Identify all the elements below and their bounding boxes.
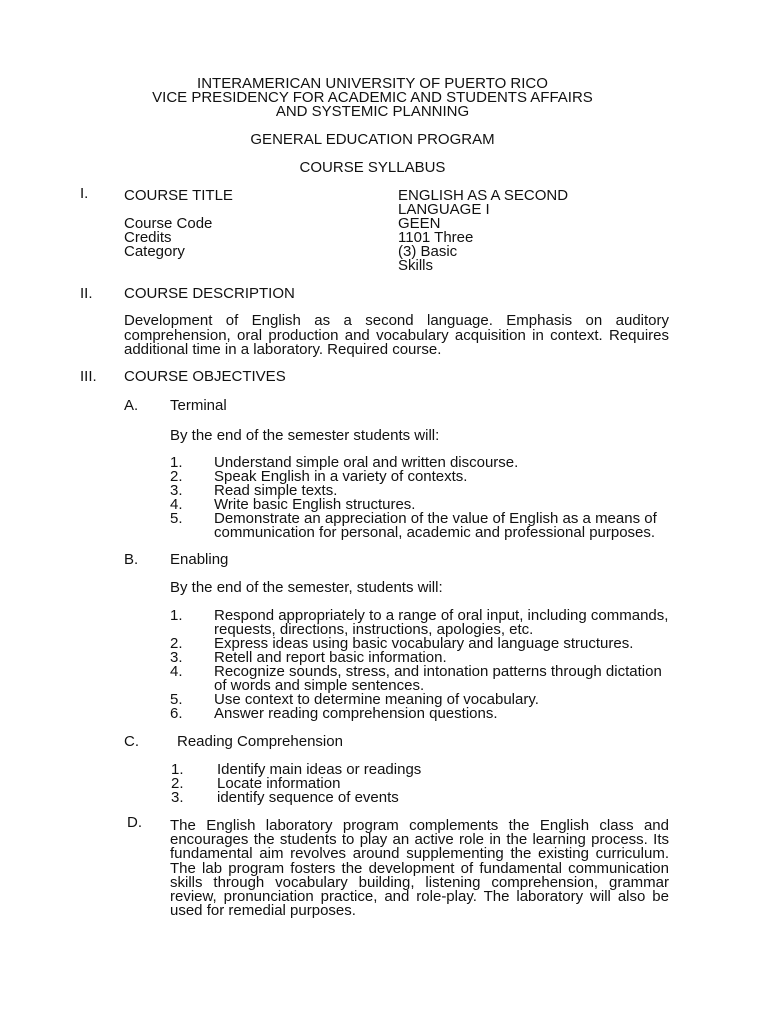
section-numeral: III. — [80, 368, 97, 385]
item-number: 3. — [171, 789, 184, 806]
course-code-label: Course Code — [124, 215, 213, 232]
list-item — [170, 665, 668, 693]
item-number: 5. — [170, 510, 183, 527]
section-numeral: II. — [80, 285, 93, 302]
section-title: COURSE OBJECTIVES — [124, 368, 286, 385]
subsection-letter: C. — [124, 733, 139, 750]
item-text-line: Recognize sounds, stress, and intonation patterns through dictation — [214, 663, 662, 680]
list-item — [170, 609, 668, 637]
item-text-line: Express ideas using basic vocabulary and language structures. — [214, 635, 634, 652]
list-item — [170, 707, 668, 721]
terminal-objectives-list — [170, 456, 657, 540]
item-text-line: Understand simple oral and written discourse. — [214, 454, 519, 471]
subsection-letter: B. — [124, 551, 139, 568]
enabling-objectives-list — [170, 609, 668, 721]
list-item — [170, 512, 657, 540]
subsection-letter: A. — [124, 397, 139, 414]
item-text-line: communication for personal, academic and professional purposes. — [214, 524, 656, 541]
item-text-line: Locate information — [217, 775, 341, 792]
course-info-values — [398, 189, 568, 273]
course-info-value: ENGLISH AS A SECOND — [398, 187, 569, 204]
subsection-intro: By the end of the semester, students will: — [170, 579, 443, 596]
item-text-line: Write basic English structures. — [214, 496, 416, 513]
item-text — [214, 707, 498, 721]
item-text-line: Retell and report basic information. — [214, 649, 447, 666]
course-title-label: COURSE TITLE — [124, 187, 233, 204]
item-text — [217, 791, 399, 805]
course-info-value: LANGUAGE I — [398, 201, 490, 218]
course-description-paragraph — [124, 314, 669, 358]
item-number: 2. — [170, 635, 183, 652]
item-number: 4. — [170, 496, 183, 513]
item-number: 5. — [170, 691, 183, 708]
document-title: COURSE SYLLABUS — [299, 159, 446, 176]
subsection-intro: By the end of the semester students will: — [170, 427, 440, 444]
section-title: COURSE DESCRIPTION — [124, 285, 295, 302]
item-number: 3. — [170, 649, 183, 666]
item-number: 3. — [170, 482, 183, 499]
item-text-line: requests, directions, instructions, apologies, etc. — [214, 621, 534, 638]
course-info-value: GEEN — [398, 215, 441, 232]
item-text-line: Identify main ideas or readings — [217, 761, 422, 778]
item-text-line: Respond appropriately to a range of oral input, including commands, — [214, 607, 669, 624]
item-text-line: Speak English in a variety of contexts. — [214, 468, 468, 485]
item-text-line: Read simple texts. — [214, 482, 338, 499]
paragraph-line: skills through vocabulary building, listening comprehension, grammar — [170, 873, 669, 891]
course-info-value: 1101 Three — [398, 229, 474, 246]
reading-objectives-list — [171, 763, 421, 805]
subsection-title: Reading Comprehension — [177, 733, 343, 750]
list-item — [171, 791, 421, 805]
paragraph-line: The lab program fosters the development of fundamental communication — [170, 859, 669, 877]
item-number: 2. — [170, 468, 183, 485]
paragraph-line: encourages the students to play an active role in the learning process. Its — [170, 831, 669, 849]
paragraph-line: review, pronunciation practice, and role-play. The laboratory will also be — [170, 887, 669, 905]
item-number: 2. — [171, 775, 184, 792]
university-name: INTERAMERICAN UNIVERSITY OF PUERTO RICO — [197, 75, 548, 92]
vice-presidency-name: VICE PRESIDENCY FOR ACADEMIC AND STUDENTS AFFAIRS — [152, 89, 593, 106]
section-numeral: I. — [80, 185, 89, 202]
item-number: 1. — [171, 761, 184, 778]
credits-label: Credits — [124, 229, 172, 246]
subsection-title: Enabling — [170, 551, 229, 568]
item-number: 1. — [170, 607, 183, 624]
course-info-value: Skills — [398, 257, 434, 274]
paragraph-line: Development of English as a second language. Emphasis on auditory — [124, 312, 669, 329]
paragraph-line: comprehension, oral production and vocabulary acquisition in context. Requires — [124, 326, 669, 344]
laboratory-paragraph — [170, 819, 669, 918]
planning-office-name: AND SYSTEMIC PLANNING — [275, 103, 470, 120]
course-info-labels — [124, 189, 233, 259]
paragraph-line: The English laboratory program complements the English class and — [170, 817, 669, 834]
item-text-line: of words and simple sentences. — [214, 677, 425, 694]
program-name: GENERAL EDUCATION PROGRAM — [250, 131, 495, 148]
item-text-line: Use context to determine meaning of vocabulary. — [214, 691, 539, 708]
course-info-value: (3) Basic — [398, 243, 458, 260]
item-text — [214, 665, 662, 693]
item-number: 4. — [170, 663, 183, 680]
item-text — [214, 512, 657, 540]
item-text-line: Answer reading comprehension questions. — [214, 705, 498, 722]
paragraph-line: additional time in a laboratory. Required course. — [124, 341, 442, 358]
paragraph-line: fundamental aim revolves around supplementing the existing curriculum. — [170, 845, 669, 863]
item-text — [214, 609, 668, 637]
subsection-letter: D. — [127, 814, 142, 831]
subsection-title: Terminal — [170, 397, 227, 414]
item-text-line: Demonstrate an appreciation of the value of English as a means of — [214, 510, 657, 527]
item-text-line: identify sequence of events — [217, 789, 399, 806]
item-number: 1. — [170, 454, 183, 471]
item-number: 6. — [170, 705, 183, 722]
paragraph-line: used for remedial purposes. — [170, 902, 356, 920]
document-header — [0, 77, 745, 119]
category-label: Category — [124, 243, 185, 260]
